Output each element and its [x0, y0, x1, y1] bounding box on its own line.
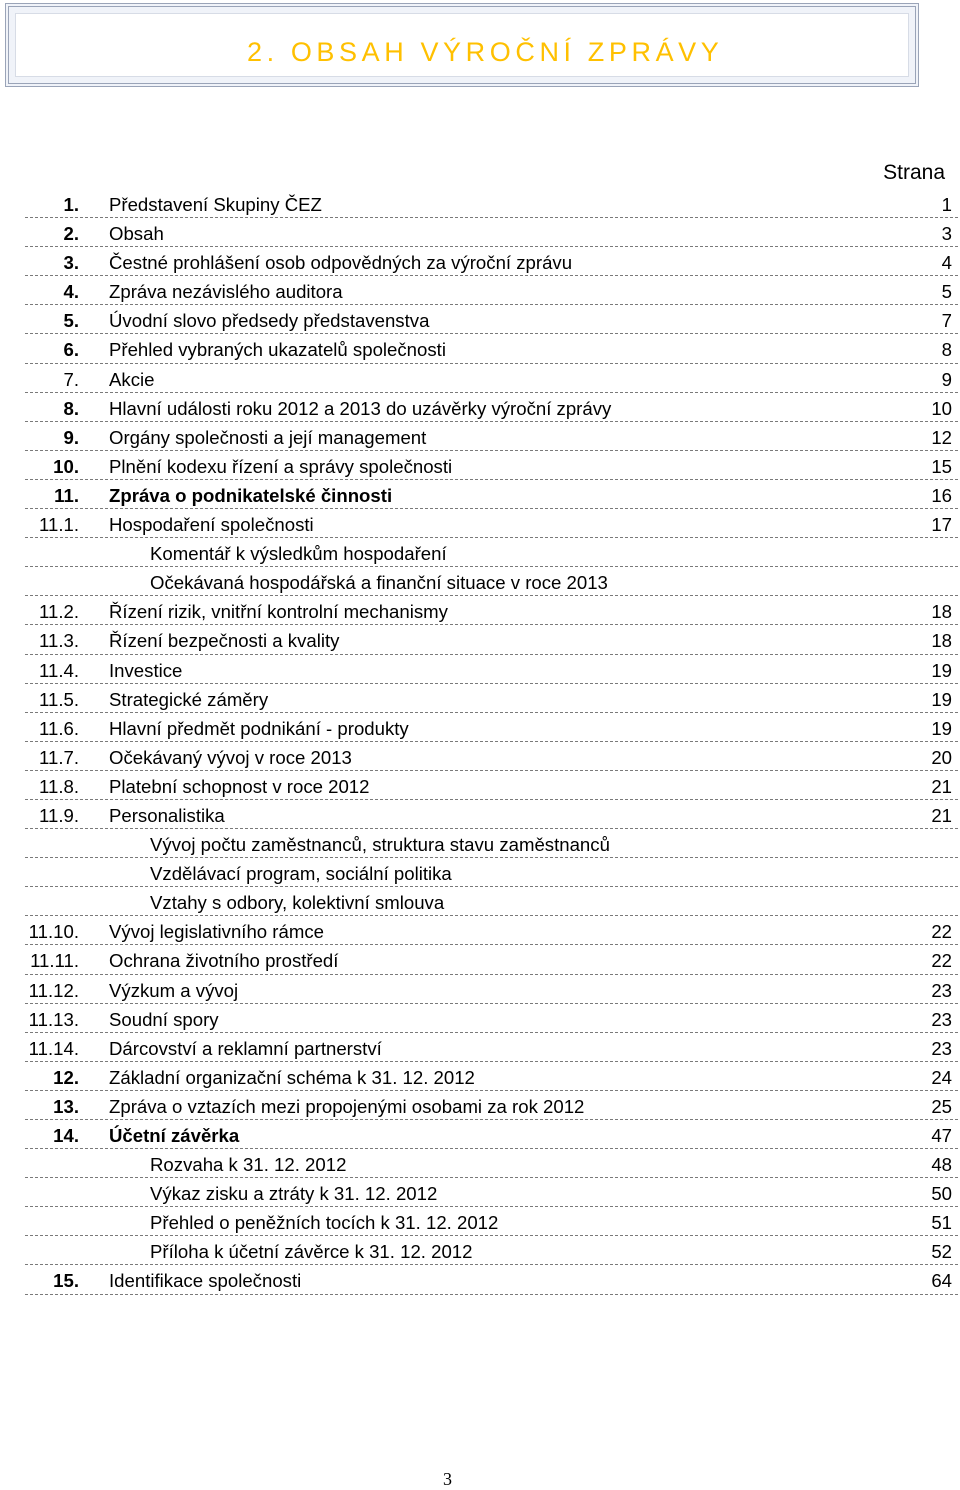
toc-row: [25, 829, 958, 858]
toc-page-number: 21: [931, 775, 952, 797]
toc-page-number: 48: [931, 1154, 952, 1176]
toc-row: [25, 334, 958, 363]
toc-label: Identifikace společnosti: [109, 1270, 302, 1292]
toc-row: [25, 1062, 958, 1091]
toc-page-number: 4: [941, 252, 952, 274]
toc-page-number: 47: [931, 1125, 952, 1146]
toc-label: Obsah: [109, 223, 164, 245]
toc-number: 10.: [53, 455, 79, 477]
page-column-header: Strana: [883, 161, 945, 184]
toc-label: Strategické záměry: [109, 688, 269, 710]
toc-label: Orgány společnosti a její management: [109, 426, 427, 448]
toc-row: [25, 364, 958, 393]
toc-number: 11.2.: [39, 601, 79, 623]
toc-row: [25, 945, 958, 974]
toc-row: [25, 189, 958, 218]
toc-label: Hlavní předmět podnikání - produkty: [109, 717, 409, 739]
toc-page-number: 22: [931, 950, 952, 972]
toc-row: [25, 858, 958, 887]
toc-row: [25, 1178, 958, 1207]
toc-row: [25, 596, 958, 625]
toc-label: Plnění kodexu řízení a správy společnosti: [109, 455, 453, 477]
toc-label: Čestné prohlášení osob odpovědných za výroční zprávu: [109, 252, 573, 274]
toc-row: [25, 887, 958, 916]
page-title: 2. OBSAH VÝROČNÍ ZPRÁVY: [247, 37, 724, 67]
table-of-contents: [25, 189, 958, 1295]
toc-number: 11.9.: [39, 804, 79, 826]
toc-number: 5.: [63, 310, 79, 332]
toc-label: Zpráva o vztazích mezi propojenými osobami za rok 2012: [109, 1095, 585, 1117]
toc-number: 2.: [63, 223, 79, 245]
toc-number: 4.: [63, 281, 79, 303]
toc-page-number: 20: [931, 746, 952, 768]
toc-row: [25, 218, 958, 247]
toc-page-number: 64: [931, 1270, 952, 1292]
toc-page-number: 8: [941, 339, 952, 361]
toc-page-number: 22: [931, 921, 952, 943]
toc-row: [25, 1004, 958, 1033]
toc-row: [25, 684, 958, 713]
toc-label: Rozvaha k 31. 12. 2012: [150, 1154, 347, 1176]
toc-number: 7.: [63, 368, 79, 390]
toc-label: Ochrana životního prostředí: [109, 950, 339, 972]
toc-label: Personalistika: [109, 804, 225, 826]
toc-page-number: 18: [931, 601, 952, 623]
toc-label: Řízení rizik, vnitřní kontrolní mechanismy: [109, 601, 448, 623]
toc-page-number: 3: [941, 223, 952, 245]
toc-row: [25, 1236, 958, 1265]
toc-label: Zpráva nezávislého auditora: [109, 281, 343, 303]
toc-row: [25, 480, 958, 509]
toc-page-number: 15: [931, 455, 952, 477]
toc-label: Řízení bezpečnosti a kvality: [109, 630, 340, 652]
toc-row: [25, 975, 958, 1004]
toc-page-number: 7: [941, 310, 952, 332]
title-frame: [5, 3, 919, 87]
toc-page-number: 9: [941, 368, 952, 390]
toc-row: [25, 1207, 958, 1236]
toc-label: Výkaz zisku a ztráty k 31. 12. 2012: [150, 1183, 438, 1205]
toc-page-number: 5: [941, 281, 952, 303]
toc-number: 15.: [53, 1270, 79, 1292]
footer-page-number: 3: [443, 1469, 452, 1489]
toc-label: Investice: [109, 659, 183, 681]
toc-label: Očekávaná hospodářská a finanční situace v roce 2013: [150, 572, 608, 594]
toc-number: 8.: [63, 397, 79, 419]
toc-row: [25, 567, 958, 596]
toc-number: 13.: [53, 1095, 79, 1117]
toc-label: Soudní spory: [109, 1008, 219, 1030]
toc-label: Akcie: [109, 368, 155, 390]
toc-page-number: 51: [931, 1212, 952, 1234]
toc-row: [25, 247, 958, 276]
toc-page-number: 50: [931, 1183, 952, 1205]
toc-label: Účetní závěrka: [109, 1125, 240, 1146]
toc-row: [25, 1265, 958, 1294]
toc-row: [25, 771, 958, 800]
toc-page-number: 1: [941, 194, 952, 215]
toc-row: [25, 1120, 958, 1149]
toc-page-number: 25: [931, 1095, 952, 1117]
toc-label: Zpráva o podnikatelské činnosti: [109, 484, 393, 506]
toc-label: Vývoj legislativního rámce: [109, 921, 324, 943]
toc-label: Hospodaření společnosti: [109, 514, 314, 536]
toc-number: 3.: [63, 252, 79, 274]
toc-page-number: 19: [931, 688, 952, 710]
toc-label: Dárcovství a reklamní partnerství: [109, 1037, 382, 1059]
toc-page-number: 23: [931, 1037, 952, 1059]
toc-number: 11.7.: [39, 746, 79, 768]
toc-row: [25, 509, 958, 538]
toc-row: [25, 305, 958, 334]
toc-number: 11.10.: [28, 921, 79, 943]
toc-page-number: 23: [931, 979, 952, 1001]
toc-label: Hlavní události roku 2012 a 2013 do uzávěrky výroční zprávy: [109, 397, 612, 419]
toc-page-number: 17: [931, 514, 952, 536]
toc-row: [25, 742, 958, 771]
toc-row: [25, 538, 958, 567]
toc-page-number: 18: [931, 630, 952, 652]
toc-label: Představení Skupiny ČEZ: [109, 194, 322, 215]
toc-label: Úvodní slovo předsedy představenstva: [109, 310, 430, 332]
toc-page-number: 24: [931, 1066, 952, 1088]
toc-number: 11.13.: [28, 1008, 79, 1030]
toc-number: 1.: [63, 194, 79, 215]
toc-label: Očekávaný vývoj v roce 2013: [109, 746, 352, 768]
toc-label: Přehled o peněžních tocích k 31. 12. 2012: [150, 1212, 499, 1234]
toc-row: [25, 393, 958, 422]
toc-row: [25, 916, 958, 945]
toc-number: 11.1.: [39, 514, 79, 536]
toc-page-number: 19: [931, 717, 952, 739]
toc-row: [25, 276, 958, 305]
toc-page-number: 23: [931, 1008, 952, 1030]
toc-label: Přehled vybraných ukazatelů společnosti: [109, 339, 446, 361]
toc-number: 11.12.: [28, 979, 79, 1001]
toc-row: [25, 625, 958, 654]
toc-row: [25, 1091, 958, 1120]
toc-label: Vývoj počtu zaměstnanců, struktura stavu zaměstnanců: [150, 834, 610, 856]
toc-number: 11.4.: [39, 659, 79, 681]
toc-page-number: 19: [931, 659, 952, 681]
toc-number: 11.: [54, 484, 79, 506]
toc-row: [25, 1149, 958, 1178]
toc-number: 11.3.: [39, 630, 79, 652]
toc-label: Základní organizační schéma k 31. 12. 2012: [109, 1066, 475, 1088]
toc-label: Vzdělávací program, sociální politika: [150, 863, 452, 885]
toc-row: [25, 451, 958, 480]
toc-number: 11.8.: [39, 775, 79, 797]
toc-number: 11.11.: [30, 950, 79, 972]
toc-page-number: 21: [931, 804, 952, 826]
toc-number: 11.6.: [39, 717, 79, 739]
toc-page-number: 16: [931, 484, 952, 506]
toc-label: Vztahy s odbory, kolektivní smlouva: [150, 892, 445, 914]
toc-label: Výzkum a vývoj: [109, 979, 239, 1001]
toc-page-number: 10: [931, 397, 952, 419]
toc-row: [25, 655, 958, 684]
toc-row: [25, 1033, 958, 1062]
toc-number: 12.: [53, 1066, 79, 1088]
toc-page-number: 52: [931, 1241, 952, 1263]
toc-number: 11.14.: [28, 1037, 79, 1059]
toc-number: 6.: [63, 339, 79, 361]
toc-number: 9.: [63, 426, 79, 448]
toc-row: [25, 713, 958, 742]
toc-number: 11.5.: [39, 688, 79, 710]
toc-label: Příloha k účetní závěrce k 31. 12. 2012: [150, 1241, 473, 1263]
toc-page-number: 12: [931, 426, 952, 448]
toc-label: Platební schopnost v roce 2012: [109, 775, 370, 797]
toc-label: Komentář k výsledkům hospodaření: [150, 543, 447, 565]
toc-row: [25, 800, 958, 829]
toc-number: 14.: [53, 1125, 79, 1146]
toc-row: [25, 422, 958, 451]
